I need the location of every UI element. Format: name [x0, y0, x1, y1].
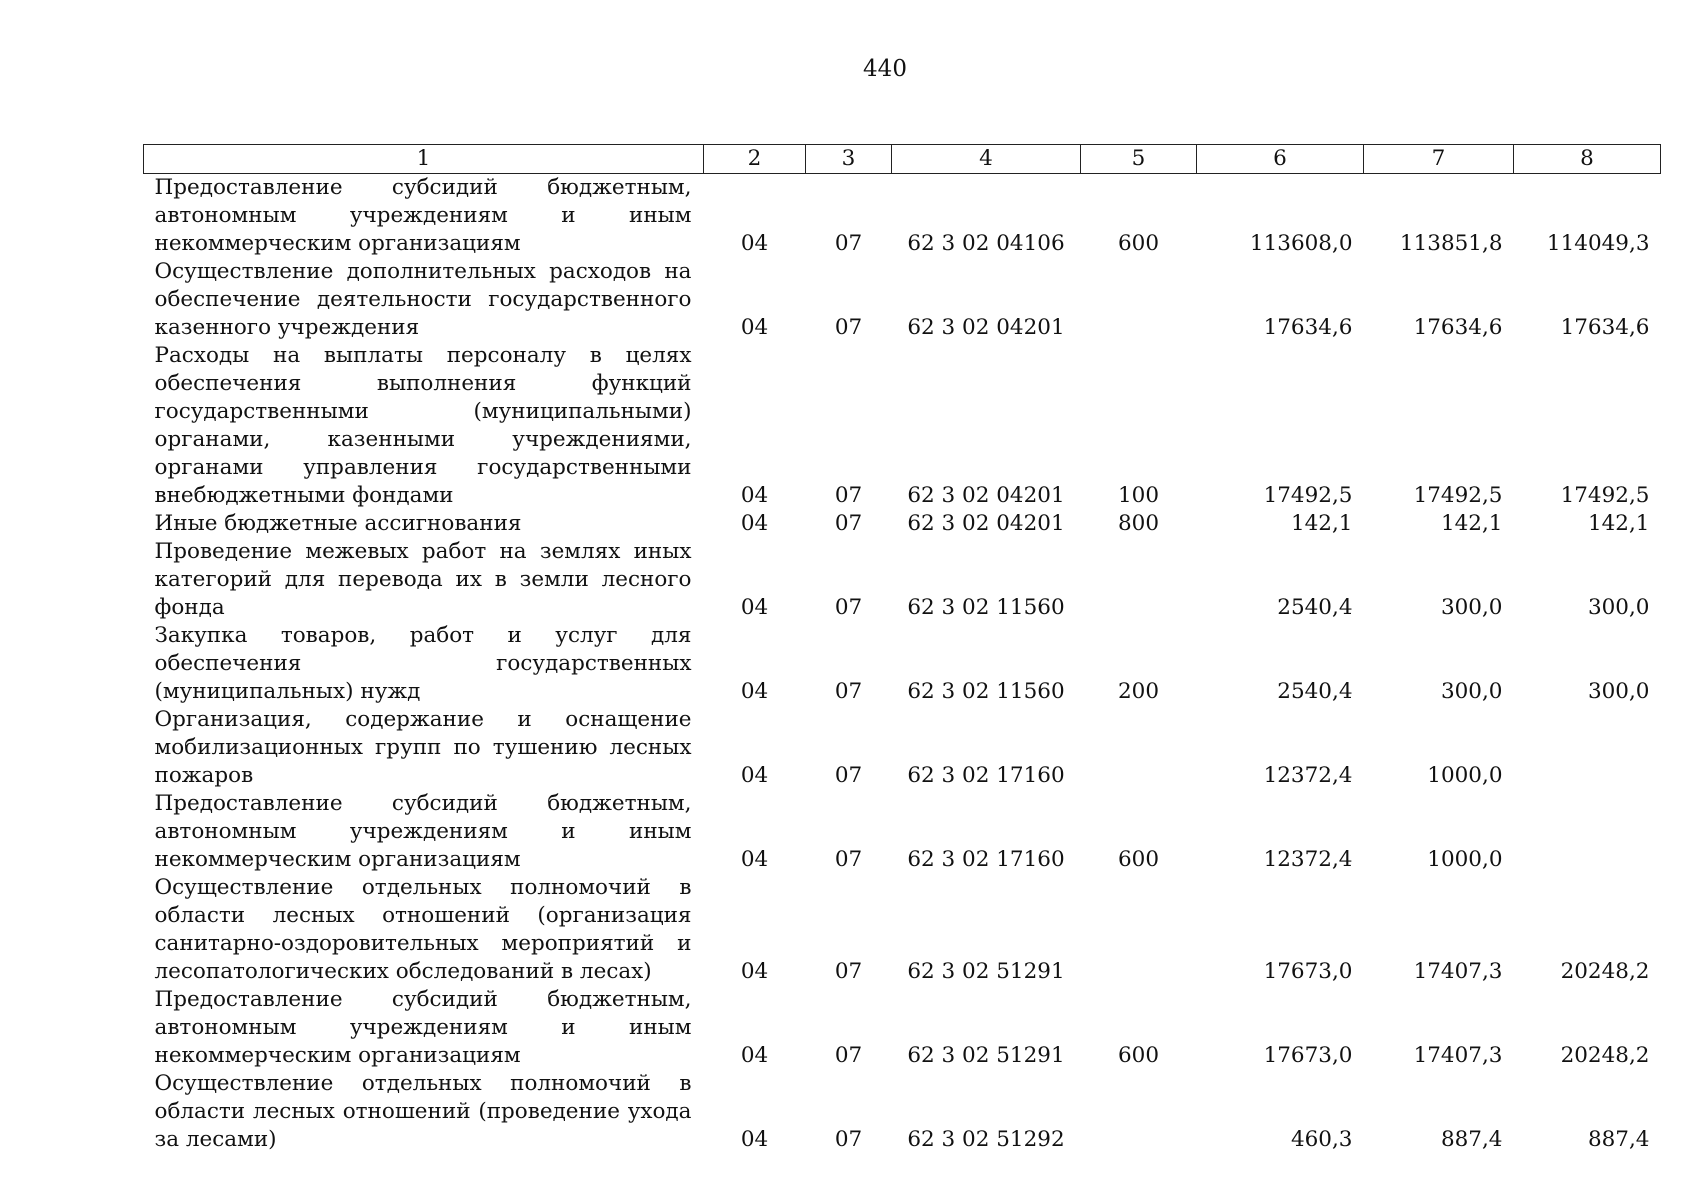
row-subsection: 07 [834, 231, 863, 256]
budget-table [143, 144, 1661, 1154]
row-target-article: 62 3 02 51291 [907, 1043, 1065, 1068]
row-amount-1: 12372,4 [1263, 847, 1353, 872]
row-subsection: 07 [834, 847, 863, 872]
row-expense-type [1081, 874, 1197, 986]
row-amount-3: 20248,2 [1560, 1043, 1650, 1068]
row-expense-type [1081, 1070, 1197, 1154]
row-amount-2: 300,0 [1440, 679, 1503, 704]
header-col-7: 7 [1364, 145, 1514, 174]
row-amount-2: 17407,3 [1413, 959, 1503, 984]
row-subsection: 07 [834, 763, 863, 788]
row-amount-2: 300,0 [1440, 595, 1503, 620]
row-subsection: 07 [834, 315, 863, 340]
row-name: Осуществление отдельных полномочий в области лесных отношений (организация санитарно-оздоровительных мероприятий и лесопатологических обследований в лесах) [154, 875, 692, 984]
row-target-article: 62 3 02 04201 [907, 315, 1065, 340]
table-header [144, 145, 1661, 174]
row-amount-3: 887,4 [1587, 1127, 1650, 1152]
row-expense-type [1081, 258, 1197, 342]
row-amount-3 [1514, 790, 1661, 874]
page-number: 440 [863, 56, 907, 82]
row-section: 04 [740, 231, 769, 256]
row-amount-1: 17492,5 [1263, 483, 1353, 508]
row-amount-1: 113608,0 [1249, 231, 1353, 256]
row-subsection: 07 [834, 1127, 863, 1152]
row-amount-2: 17492,5 [1413, 483, 1503, 508]
row-amount-2: 17407,3 [1413, 1043, 1503, 1068]
row-expense-type: 200 [1117, 679, 1160, 704]
row-section: 04 [740, 959, 769, 984]
header-col-5: 5 [1081, 145, 1197, 174]
row-target-article: 62 3 02 17160 [907, 847, 1065, 872]
row-amount-2: 887,4 [1440, 1127, 1503, 1152]
row-subsection: 07 [834, 511, 863, 536]
row-amount-2: 113851,8 [1399, 231, 1503, 256]
row-amount-2: 17634,6 [1413, 315, 1503, 340]
row-subsection: 07 [834, 595, 863, 620]
row-name: Организация, содержание и оснащение мобилизационных групп по тушению лесных пожаров [154, 707, 692, 788]
table-body [144, 174, 1661, 1155]
table-row [144, 706, 1661, 790]
row-name: Осуществление дополнительных расходов на обеспечение деятельности государственного казенного учреждения [154, 259, 692, 340]
table-row [144, 622, 1661, 706]
row-subsection: 07 [834, 483, 863, 508]
table-row [144, 790, 1661, 874]
row-target-article: 62 3 02 04106 [907, 231, 1065, 256]
row-section: 04 [740, 483, 769, 508]
row-expense-type [1081, 538, 1197, 622]
row-subsection: 07 [834, 1043, 863, 1068]
header-row [144, 145, 1661, 174]
row-expense-type: 600 [1117, 1043, 1160, 1068]
row-target-article: 62 3 02 51291 [907, 959, 1065, 984]
row-amount-3: 300,0 [1587, 595, 1650, 620]
row-name: Предоставление субсидий бюджетным, автономным учреждениям и иным некоммерческим организациям [154, 175, 692, 256]
row-amount-1: 2540,4 [1277, 679, 1353, 704]
row-section: 04 [740, 1043, 769, 1068]
row-amount-1: 142,1 [1290, 511, 1353, 536]
row-name: Расходы на выплаты персоналу в целях обеспечения выполнения функций государственными (муниципальными) органами, казенными учреждениями, органами управления государственными внебюджетными фондами [154, 343, 692, 508]
row-expense-type: 600 [1117, 231, 1160, 256]
row-expense-type [1081, 706, 1197, 790]
row-amount-3 [1514, 706, 1661, 790]
header-col-4: 4 [892, 145, 1081, 174]
row-amount-1: 12372,4 [1263, 763, 1353, 788]
row-amount-1: 17673,0 [1263, 1043, 1353, 1068]
row-section: 04 [740, 679, 769, 704]
row-name: Предоставление субсидий бюджетным, автономным учреждениям и иным некоммерческим организациям [154, 791, 692, 872]
row-name: Предоставление субсидий бюджетным, автономным учреждениям и иным некоммерческим организациям [154, 987, 692, 1068]
header-col-2: 2 [704, 145, 806, 174]
header-col-3: 3 [806, 145, 892, 174]
row-target-article: 62 3 02 51292 [907, 1127, 1065, 1152]
row-target-article: 62 3 02 11560 [907, 679, 1065, 704]
row-expense-type: 600 [1117, 847, 1160, 872]
row-amount-2: 1000,0 [1427, 847, 1503, 872]
row-amount-3: 300,0 [1587, 679, 1650, 704]
row-amount-3: 114049,3 [1546, 231, 1650, 256]
row-amount-3: 20248,2 [1560, 959, 1650, 984]
row-section: 04 [740, 1127, 769, 1152]
row-amount-1: 2540,4 [1277, 595, 1353, 620]
row-section: 04 [740, 847, 769, 872]
row-target-article: 62 3 02 04201 [907, 483, 1065, 508]
header-col-1: 1 [144, 145, 704, 174]
table-row [144, 510, 1661, 538]
row-name: Иные бюджетные ассигнования [154, 511, 522, 536]
row-name: Закупка товаров, работ и услуг для обеспечения государственных (муниципальных) нужд [154, 623, 692, 704]
row-section: 04 [740, 511, 769, 536]
row-amount-2: 142,1 [1440, 511, 1503, 536]
table-row [144, 258, 1661, 342]
row-target-article: 62 3 02 17160 [907, 763, 1065, 788]
table-row [144, 538, 1661, 622]
table-row [144, 1070, 1661, 1154]
table-row [144, 342, 1661, 510]
row-section: 04 [740, 763, 769, 788]
row-amount-3: 17492,5 [1560, 483, 1650, 508]
row-section: 04 [740, 595, 769, 620]
header-col-8: 8 [1514, 145, 1661, 174]
row-subsection: 07 [834, 679, 863, 704]
row-name: Осуществление отдельных полномочий в области лесных отношений (проведение ухода за лесами) [154, 1071, 692, 1152]
row-amount-1: 17673,0 [1263, 959, 1353, 984]
row-amount-1: 460,3 [1290, 1127, 1353, 1152]
row-section: 04 [740, 315, 769, 340]
row-amount-2: 1000,0 [1427, 763, 1503, 788]
row-expense-type: 800 [1117, 511, 1160, 536]
row-amount-3: 142,1 [1587, 511, 1650, 536]
row-amount-1: 17634,6 [1263, 315, 1353, 340]
row-target-article: 62 3 02 11560 [907, 595, 1065, 620]
row-name: Проведение межевых работ на землях иных категорий для перевода их в земли лесного фонда [154, 539, 692, 620]
table-row [144, 986, 1661, 1070]
row-target-article: 62 3 02 04201 [907, 511, 1065, 536]
header-col-6: 6 [1197, 145, 1364, 174]
row-subsection: 07 [834, 959, 863, 984]
row-amount-3: 17634,6 [1560, 315, 1650, 340]
table-row [144, 874, 1661, 986]
row-expense-type: 100 [1117, 483, 1160, 508]
table-row [144, 174, 1661, 259]
